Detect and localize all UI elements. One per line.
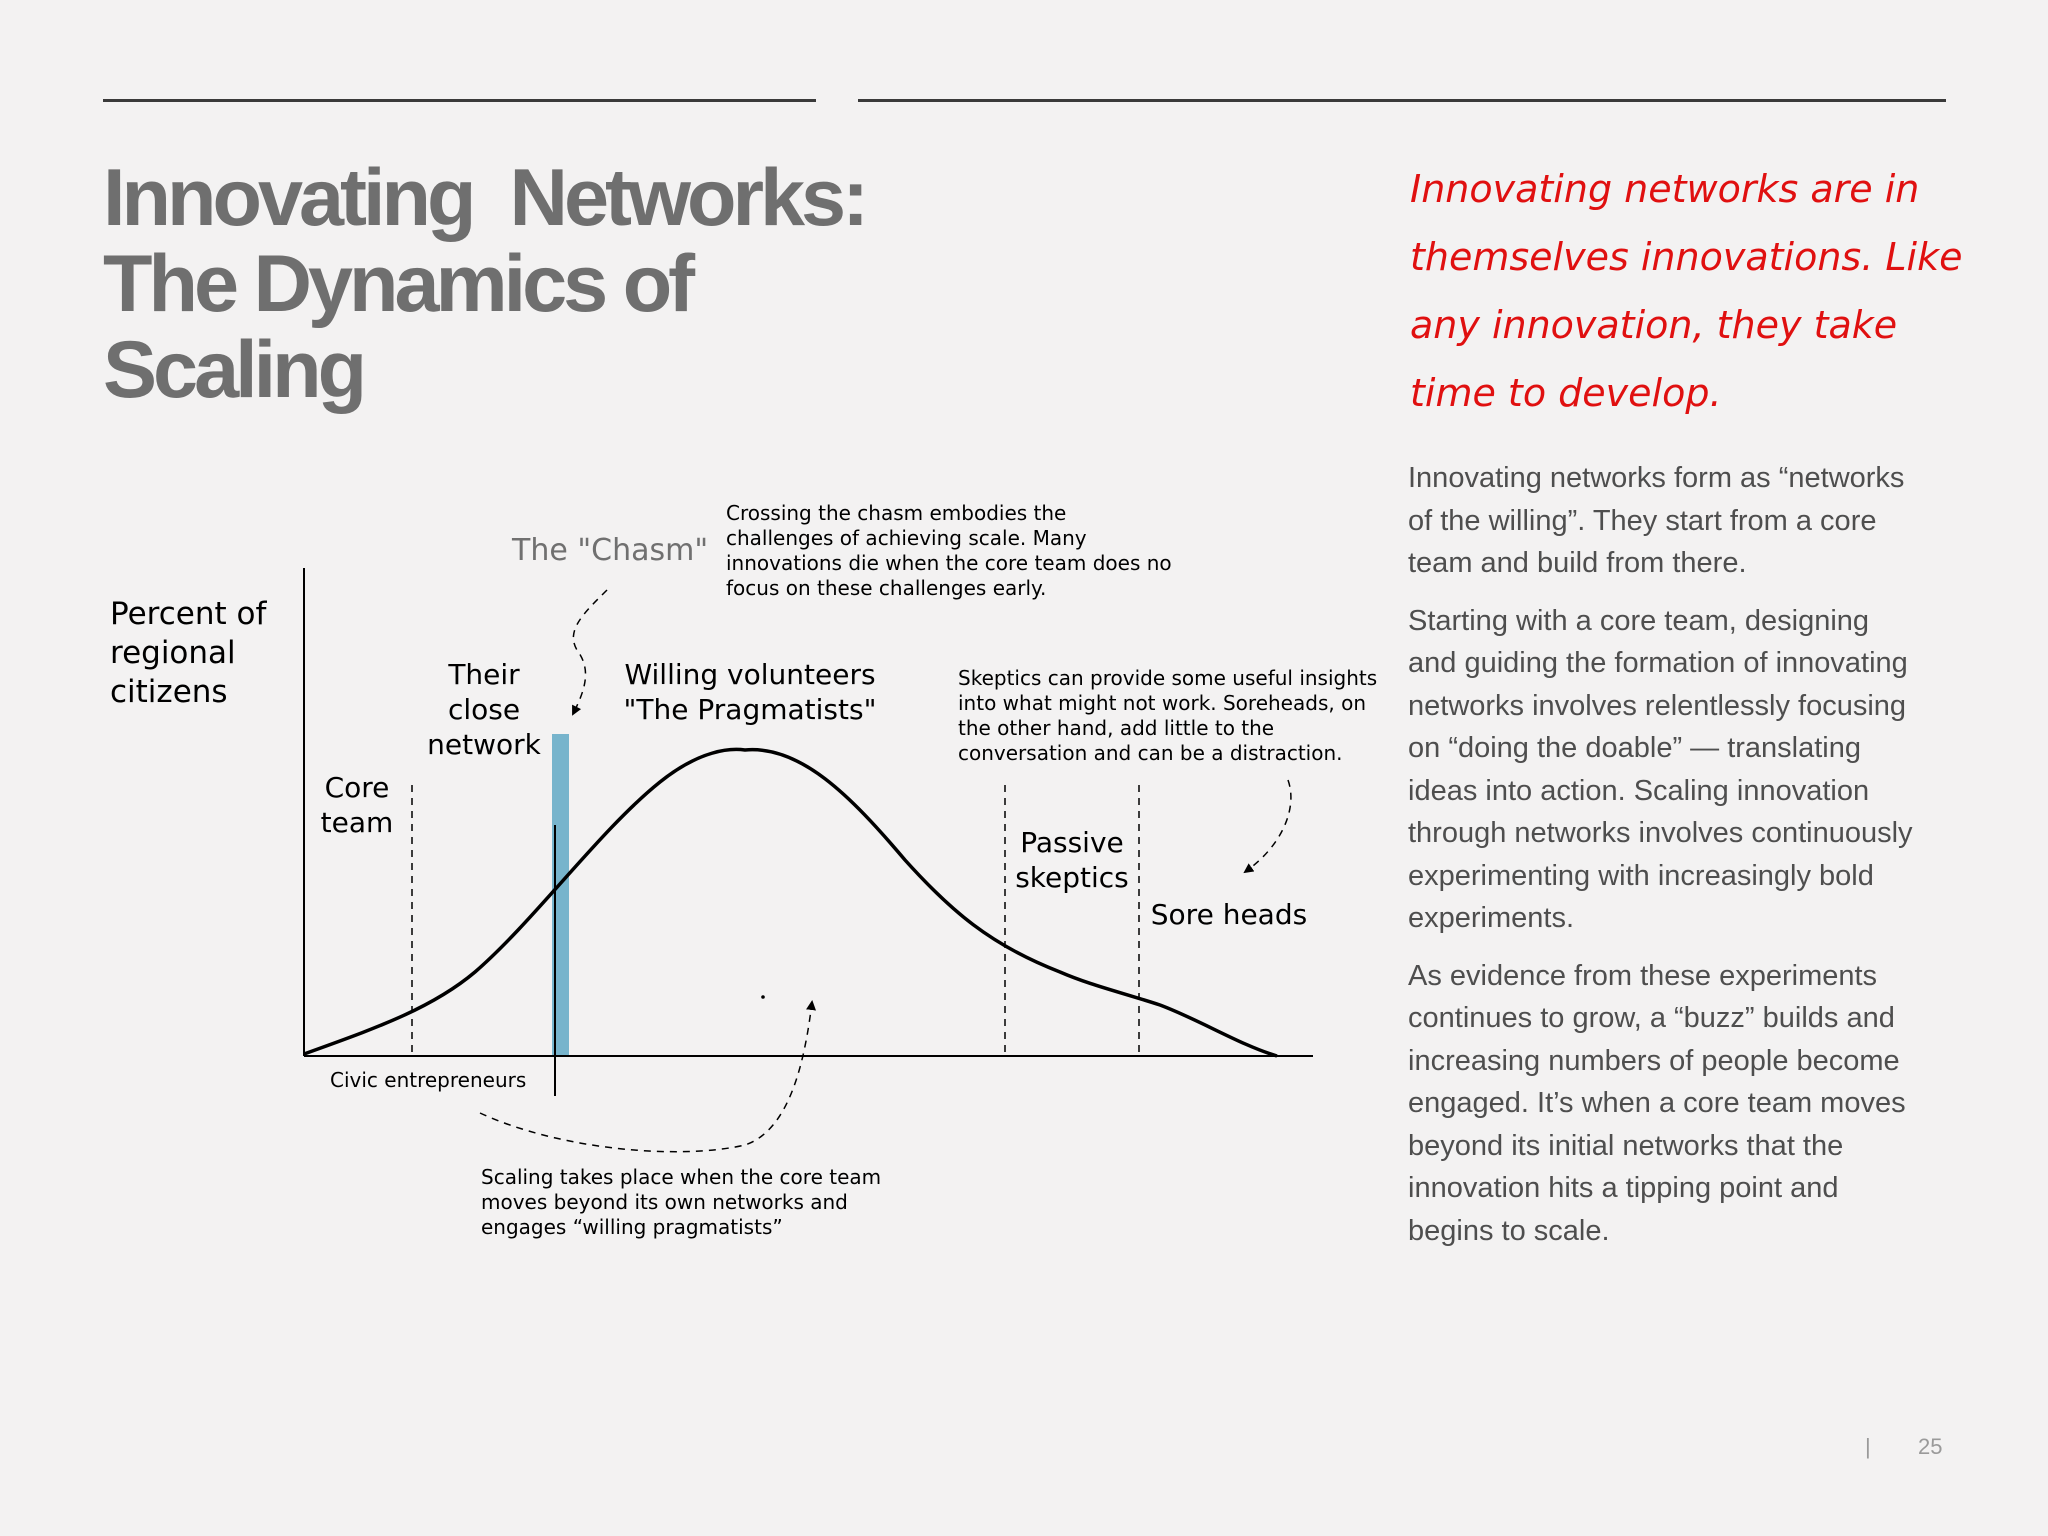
chasm-arrow: [573, 590, 607, 714]
body-line: Starting with a core team, designing: [1408, 604, 1870, 637]
skeptics-note-line: conversation and can be a distraction.: [958, 741, 1343, 765]
body-line: and guiding the formation of innovating: [1408, 647, 1908, 679]
chasm-note-line: challenges of achieving scale. Many: [726, 526, 1087, 550]
body-line: engaged. It’s when a core team moves: [1408, 1087, 1906, 1119]
skeptics-note-line: Skeptics can provide some useful insights: [958, 666, 1378, 690]
skeptics-note-line: the other hand, add little to the: [958, 716, 1275, 740]
pull-quote-line: themselves innovations. Like: [1410, 235, 1963, 279]
adoption-curve: [304, 749, 1277, 1056]
body-line: on “doing the doable” — translating: [1408, 732, 1862, 764]
page-number-separator: |: [1865, 1434, 1871, 1459]
stray-dot: [761, 995, 765, 999]
chasm-note-line: innovations die when the core team does no: [726, 551, 1172, 575]
y-axis-label-line: citizens: [110, 674, 228, 710]
core-team-label: Core: [324, 771, 390, 804]
skeptics-arrow: [1245, 780, 1291, 872]
scaling-note-line: Scaling takes place when the core team: [481, 1165, 882, 1189]
body-line: increasing numbers of people become: [1408, 1044, 1900, 1077]
body-line: Innovating networks form as “networks: [1408, 462, 1905, 494]
body-line: ideas into action. Scaling innovation: [1408, 774, 1870, 807]
body-line: beyond its initial networks that the: [1408, 1129, 1844, 1162]
willing-volunteers-label: "The Pragmatists": [623, 693, 877, 726]
scaling-note-line: engages “willing pragmatists”: [481, 1215, 783, 1239]
sore-heads-label: Sore heads: [1150, 898, 1308, 931]
scaling-note-line: moves beyond its own networks and: [481, 1190, 848, 1214]
willing-volunteers-label: Willing volunteers: [624, 658, 876, 691]
body-line: innovation hits a tipping point and: [1408, 1172, 1839, 1204]
pull-quote-line: any innovation, they take: [1410, 303, 1898, 347]
pull-quote-line: time to develop.: [1410, 371, 1722, 415]
pull-quote-line: Innovating networks are in: [1410, 167, 1920, 211]
body-line: networks involves relentlessly focusing: [1408, 689, 1907, 722]
body-line: experiments.: [1408, 902, 1575, 934]
close-network-label: Their: [448, 658, 520, 691]
body-line: through networks involves continuously: [1408, 817, 1913, 849]
core-team-label: team: [320, 806, 394, 839]
close-network-label: close: [447, 693, 521, 726]
passive-skeptics-label: Passive: [1020, 826, 1124, 859]
page-number: 25: [1918, 1434, 1943, 1459]
y-axis-label-line: regional: [110, 635, 236, 671]
title-line: The Dynamics of: [103, 239, 692, 329]
body-line: of the willing”. They start from a core: [1408, 504, 1877, 537]
chasm-label: The "Chasm": [512, 533, 709, 568]
title-line: Scaling: [103, 325, 364, 415]
chasm-note-line: focus on these challenges early.: [726, 576, 1047, 600]
skeptics-note-line: into what might not work. Soreheads, on: [958, 691, 1366, 715]
y-axis-label-line: Percent of: [110, 596, 267, 632]
title-line: Innovating Networks:: [103, 153, 866, 243]
close-network-label: network: [427, 728, 541, 761]
body-line: continues to grow, a “buzz” builds and: [1408, 1002, 1895, 1034]
body-line: team and build from there.: [1408, 547, 1747, 579]
body-line: experimenting with increasingly bold: [1408, 859, 1874, 892]
scaling-arrow: [480, 1002, 812, 1152]
body-line: As evidence from these experiments: [1408, 959, 1878, 992]
civic-entrepreneurs-label: Civic entrepreneurs: [330, 1068, 527, 1092]
chasm-note-line: Crossing the chasm embodies the: [726, 501, 1067, 525]
body-line: begins to scale.: [1408, 1214, 1610, 1247]
passive-skeptics-label: skeptics: [1015, 861, 1129, 894]
